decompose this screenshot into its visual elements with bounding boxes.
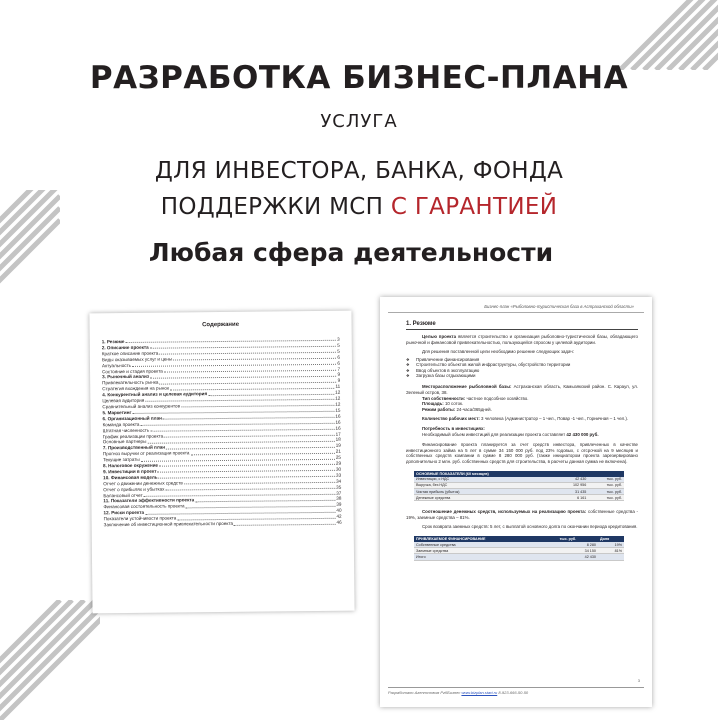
- need-label-text: Потребность в инвестициях:: [422, 425, 485, 431]
- toc-item: [104, 520, 342, 528]
- toc-item-page: 18: [335, 437, 341, 443]
- toc-item-label: Краткое описание проекта: [101, 350, 159, 357]
- list-item: ❖ Привлечение финансирования: [406, 357, 638, 362]
- toc-item-page: 12: [335, 395, 341, 401]
- guarantee-accent: С ГАРАНТИЕЙ: [390, 194, 558, 220]
- footer-text: Разработано Агентством РгбБизнес: [388, 690, 462, 695]
- toc-title: Содержание: [202, 321, 240, 329]
- toc-item-label: 5. Маркетинг: [102, 409, 132, 416]
- toc-item-page: 16: [335, 425, 341, 431]
- toc-item-label: 1. Резюме: [101, 339, 125, 345]
- need-line: [422, 432, 638, 438]
- toc-item-page: 7: [337, 366, 341, 372]
- toc-leader: [208, 390, 334, 396]
- table-header: Доля: [598, 536, 624, 542]
- table-cell: [598, 554, 624, 560]
- toc-item-page: 16: [335, 413, 341, 419]
- table-cell: 42 430: [556, 477, 588, 483]
- toc-page: [89, 311, 354, 614]
- table-cell: тыс. руб.: [588, 495, 624, 501]
- table-cell: 81%: [598, 548, 624, 554]
- location-label: Месторасположение рыболовной базы:: [422, 384, 512, 390]
- toc-item-page: 40: [336, 508, 342, 514]
- location-value: Астраханская область, Камызякский район. С. Караул, ул. Зеленый остров, 38.: [406, 384, 638, 395]
- table-cell: 42 430: [558, 554, 598, 560]
- toc-item-label: Виды оказываемых услуг и цены: [101, 356, 173, 362]
- table-cell: Итого: [414, 554, 558, 560]
- toc-item-page: 15: [335, 407, 341, 413]
- jobs-paragraph: [406, 416, 638, 422]
- return-paragraph: Срок возврата заемных средств: 5 лет, с выплатой основного долга по окончании периода кредитования.: [422, 524, 638, 530]
- need-text: Необходимый объем инвестиций для реализации проекта составляет: [422, 431, 567, 437]
- section-title: 1. Резюме: [406, 321, 638, 330]
- toc-item-page: 30: [335, 466, 342, 472]
- toc-item-label: Сравнительный анализ конкурентов: [102, 403, 181, 410]
- toc-leader: [234, 520, 335, 525]
- table-cell: тыс. руб.: [588, 488, 624, 494]
- toc-item-page: 9: [337, 378, 341, 384]
- toc-leader: [184, 479, 335, 485]
- footer-link[interactable]: www.bizplan.start.ru: [461, 690, 498, 695]
- toc-item-page: 33: [335, 472, 342, 478]
- toc-item-label: 7. Производственный план: [102, 444, 166, 451]
- toc-leader: [181, 402, 334, 408]
- audience-text: [0, 153, 718, 225]
- toc-leader: [186, 502, 336, 508]
- toc-item-page: 6: [337, 354, 340, 360]
- table-cell: Выручка, без НДС: [414, 482, 556, 488]
- ownership-value: частное подсобное хозяйство.: [465, 395, 529, 401]
- table-cell: 31 435: [556, 488, 588, 494]
- page-title: РАЗРАБОТКА БИЗНЕС-ПЛАНА: [89, 60, 629, 96]
- toc-item-label: Штатная численность: [102, 427, 150, 433]
- toc-item-page: 38: [336, 496, 342, 502]
- doc-header: Бизнес-план «Рыболовно-туристическая база в Астраханской области»: [388, 297, 644, 313]
- table-cell: Заемные средства: [414, 548, 558, 554]
- mode-line: [422, 407, 638, 413]
- toc-item-label: Заключение об инвестиционной привлекательности проекта: [103, 520, 234, 528]
- jobs-value: 3 человека (Администратор – 1 чел., Повар -1 чел., Горничная – 1 чел.).: [479, 416, 629, 422]
- jobs-label: Количество рабочих мест:: [422, 416, 480, 422]
- toc-item-label: 4. Конкурентный анализ и целевая аудитория: [102, 391, 208, 398]
- table-cell: 19%: [598, 542, 624, 548]
- service-label: УСЛУГА: [320, 111, 398, 132]
- toc-item-label: 11. Показатели эффективности проекта: [103, 497, 195, 504]
- toc-item-label: 12. Риски проекта: [103, 510, 145, 516]
- mode-label: Режим работы:: [422, 406, 456, 412]
- mode-value: 24-часа/365дней.: [455, 406, 492, 412]
- audience-line-1: ДЛЯ ИНВЕСТОРА, БАНКА, ФОНДА: [154, 158, 564, 184]
- toc-item-label: График реализации проекта: [102, 433, 164, 439]
- table-cell: 34 150: [558, 548, 598, 554]
- table-cell: тыс. руб.: [588, 482, 624, 488]
- audience-line-2: [0, 189, 718, 225]
- need-amount: 42 430 000 руб.: [566, 431, 599, 437]
- toc-leader: [195, 496, 335, 502]
- toc-item-page: 25: [335, 454, 341, 460]
- toc-item-page: 39: [336, 502, 342, 508]
- table-cell: Денежные средства: [414, 495, 556, 501]
- toc-item-page: 19: [335, 443, 341, 449]
- toc-item-label: Основные партнеры: [102, 439, 147, 445]
- toc-item-label: 2. Описание проекта: [101, 344, 149, 351]
- toc-item-label: Целевая аудитория: [102, 397, 145, 404]
- toc-item-label: Показатели устойчивости проекта: [103, 515, 177, 522]
- goal-text: является строительство и организация рыболовно-туристической базы, обладающего рыночной и финансовой привлекательностью, пользующейся спросом у целевой аудитории.: [406, 334, 638, 345]
- table-header: тыс. руб.: [558, 536, 598, 542]
- table-row: [414, 495, 624, 501]
- toc-item-page: 5: [337, 342, 340, 348]
- toc-item-label: Финансовая состоятельность проекта: [103, 503, 185, 510]
- tasks-list: [406, 357, 638, 379]
- toc-item-label: 6. Организационный план: [102, 415, 162, 422]
- decorative-stripes-bottom-left: [0, 600, 100, 720]
- area-label: Площадь:: [422, 401, 444, 407]
- toc-leader: [190, 449, 334, 455]
- table-cell: Инвестиции, с НДС: [414, 477, 556, 483]
- ownership-label: Тип собственности:: [422, 395, 466, 401]
- toc-item-page: 42: [336, 513, 342, 519]
- table-header: ОСНОВНЫЕ ПОКАЗАТЕЛИ (60 месяцев): [414, 471, 556, 477]
- toc-item-page: 11: [335, 384, 341, 390]
- toc-item-label: 9. Инвестиции в проект: [103, 468, 157, 475]
- ratio-paragraph: [406, 509, 638, 520]
- ratio-label: Соотношение денежных средств, используемых на реализацию проекта:: [422, 509, 587, 515]
- toc-item-page: 29: [335, 460, 342, 466]
- table-cell: Собственные средства: [414, 542, 558, 548]
- table-cell: 102 956: [556, 482, 588, 488]
- toc-item-page: 37: [336, 490, 342, 496]
- ratio-value: собственные средства - 19%, заемные средства – 81%.: [406, 509, 638, 520]
- page-number: 3: [637, 678, 640, 683]
- tasks-intro: Для решения поставленной цели необходимо решение следующих задач:: [422, 349, 574, 355]
- area-value: 10 соток.: [443, 401, 464, 407]
- financing-paragraph: Финансирование проекта планируется за счет средств инвестора, привлеченных в качестве инвестиционного займа на 5 лет в сумме 34 150 000 руб. под 23% годовых, с отсрочкой на 9 месяцев и собственных средств компании в сумме 8 280 000 руб. (также инициатором проекта зарезервировано дополнительно 2 млн. руб. собственных средств для строительства, в расчеты данная сумма не включена).: [406, 442, 638, 464]
- location-paragraph: [406, 384, 638, 395]
- toc-item-label: Отчет о прибылях и убытках: [103, 486, 165, 492]
- toc-item-label: Стратегия вхождения на рынок: [102, 385, 169, 392]
- toc-item-label: Текущие затраты: [102, 456, 140, 463]
- resume-page: [380, 297, 652, 707]
- financing-table: [414, 536, 624, 561]
- toc-item-label: 8. Налоговое окружение: [103, 462, 159, 469]
- toc-item-page: 16: [335, 419, 341, 425]
- table-row: [414, 554, 624, 560]
- toc-item-label: Привлекательность рынка: [102, 380, 159, 386]
- toc-item-page: 46: [336, 519, 342, 525]
- footer-phone: 8-923-666-50-50: [497, 690, 529, 695]
- toc-item-page: 21: [335, 448, 341, 455]
- list-item: ❖ Загрузка базы отдыхающими: [406, 373, 638, 378]
- toc-leader: [177, 514, 335, 520]
- goal-paragraph: [406, 334, 638, 345]
- toc-item-page: 34: [336, 478, 342, 484]
- doc-footer: [388, 687, 644, 695]
- toc-item-page: 3: [337, 336, 340, 342]
- table-header: ПРИВЛЕКАЕМОЕ ФИНАНСИРОВАНИЕ: [414, 536, 558, 542]
- toc-item-page: 12: [335, 401, 341, 407]
- table-cell: Чистая прибыль (убыток): [414, 488, 556, 494]
- toc-item-label: Команда проекта: [102, 421, 140, 427]
- toc-item-label: Отчет о движении денежных средств: [103, 480, 183, 486]
- sphere-heading: Любая сфера деятельности: [148, 238, 554, 267]
- key-indicators-table: [414, 471, 624, 502]
- toc-item-page: 6: [337, 360, 340, 366]
- toc-item-page: 35: [336, 484, 342, 490]
- toc-item-label: Балансовый отчет: [103, 492, 143, 498]
- toc-item-label: Состояние и стадия проекта: [102, 368, 163, 374]
- toc-item-page: 17: [335, 431, 341, 437]
- list-item: ❖ Ввод объектов в эксплуатацию: [406, 368, 638, 373]
- toc-item-label: Прогноз выручки от реализации проекта: [102, 450, 190, 457]
- toc-item-page: 5: [337, 348, 340, 354]
- toc-item-page: 12: [335, 389, 341, 395]
- toc-item-page: 9: [337, 372, 341, 378]
- table-cell: 8 280: [558, 542, 598, 548]
- table-cell: тыс. руб.: [588, 477, 624, 483]
- toc-item-label: 3. Рыночный анализ: [102, 374, 150, 380]
- toc-item-label: Актуальность: [101, 362, 132, 368]
- list-item: ❖ Строительство объектов жилой инфраструктуры, обустройство территории: [406, 362, 638, 367]
- table-cell: 6 161: [556, 495, 588, 501]
- goal-label: Целью проекта: [422, 334, 457, 339]
- toc-list: [90, 337, 354, 529]
- audience-line-2-prefix: ПОДДЕРЖКИ МСП: [160, 194, 391, 220]
- toc-item-label: 10. Финансовая модель: [103, 474, 158, 481]
